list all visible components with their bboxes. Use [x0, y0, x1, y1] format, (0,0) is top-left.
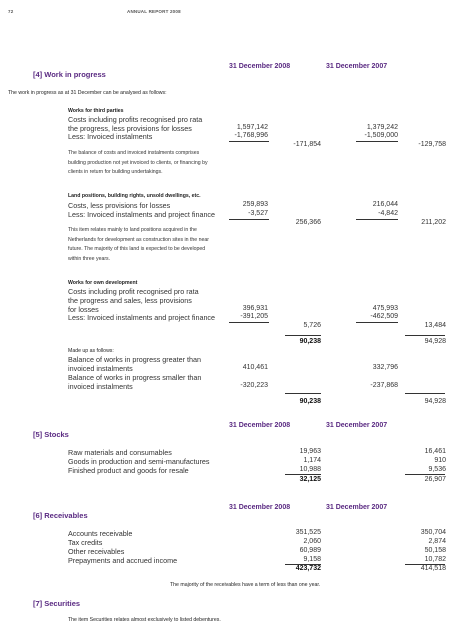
stocks-total-2007: 26,907 — [424, 476, 446, 483]
third-line-2: the progress, less provisions for losses — [68, 124, 192, 133]
land-value-1-2007: 216,044 — [372, 201, 398, 208]
stocks-rule-2007 — [405, 474, 445, 475]
stocks-row-3-2008: 10,988 — [299, 466, 321, 473]
made-up-heading: Made up as follows: — [68, 348, 114, 354]
stocks-total-2008: 32,125 — [299, 476, 321, 483]
receivables-row-2-label: Tax credits — [68, 538, 103, 547]
made-up-line-3: Balance of works in progress smaller than — [68, 373, 202, 382]
own-subtotal-2008: 5,726 — [303, 322, 321, 329]
land-value-1-2008: 259,893 — [242, 201, 268, 208]
receivables-row-3-2008: 60,989 — [299, 547, 321, 554]
own-rule-2007 — [356, 322, 398, 323]
made-up-value-2-2007: -237,868 — [370, 382, 398, 389]
stocks-row-1-2008: 19,963 — [299, 448, 321, 455]
land-subtotal-2007: 211,202 — [421, 219, 446, 226]
third-value-1-2008: 1,597,142 — [236, 124, 268, 131]
wip-intro: The work in progress as at 31 December can be analysed as follows: — [8, 90, 167, 96]
third-value-2-2008: -1,768,996 — [234, 132, 268, 139]
stocks-row-1-2007: 16,461 — [424, 448, 446, 455]
land-note: This item relates mainly to land positions acquired in the Netherlands for development as construction sites in the near future. The majority of this land is expected to be developed within three years. — [68, 227, 210, 262]
own-subtotal-2007: 13,484 — [424, 322, 446, 329]
land-rule-2007 — [356, 219, 398, 220]
receivables-row-1-2008: 351,525 — [295, 529, 321, 536]
column-header-2007: 31 December 2007 — [326, 63, 388, 70]
own-rule-2008 — [229, 322, 269, 323]
section-title-work-in-progress: [4] Work in progress — [33, 70, 106, 79]
own-line-1: Costs including profit recognised pro rata — [68, 287, 199, 296]
receivables-row-4-label: Prepayments and accrued income — [68, 556, 178, 565]
third-parties-heading: Works for third parties — [68, 108, 124, 114]
third-line-3: Less: Invoiced instalments — [68, 132, 153, 141]
made-up-total-2007: 94,928 — [424, 398, 446, 405]
stocks-row-3-2007: 9,536 — [428, 466, 446, 473]
made-up-value-1-2008: 410,461 — [242, 364, 268, 371]
third-rule-2008 — [229, 141, 269, 142]
wip-total-2007: 94,928 — [424, 338, 446, 345]
own-value-1-2007: 475,993 — [372, 305, 398, 312]
made-up-line-4: invoiced instalments — [68, 382, 133, 391]
made-up-value-1-2007: 332,796 — [372, 364, 398, 371]
section-title-receivables: [6] Receivables — [33, 511, 88, 520]
own-development-heading: Works for own development — [68, 280, 138, 286]
receivables-row-4-2008: 9,158 — [303, 556, 321, 563]
receivables-total-2008: 423,732 — [295, 565, 321, 572]
third-value-2-2007: -1,509,000 — [364, 132, 398, 139]
receivables-row-4-2007: 10,782 — [424, 556, 446, 563]
land-value-2-2008: -3,527 — [248, 210, 268, 217]
third-value-1-2007: 1,379,242 — [366, 124, 398, 131]
stocks-row-2-2007: 910 — [434, 457, 446, 464]
third-subtotal-2007: -129,758 — [418, 141, 446, 148]
section-title-stocks: [5] Stocks — [33, 430, 69, 439]
receivables-column-header-2008: 31 December 2008 — [229, 504, 291, 511]
stocks-rule-2008 — [285, 474, 321, 475]
receivables-row-2-2007: 2,874 — [428, 538, 446, 545]
third-rule-2007 — [356, 141, 398, 142]
land-heading: Land positions, building rights, unsold dwellings, etc. — [68, 193, 201, 199]
receivables-row-3-2007: 50,158 — [424, 547, 446, 554]
third-line-1: Costs including profits recognised pro rata — [68, 115, 203, 124]
third-parties-note: The balance of costs and invoiced instalments comprises building production not yet invoiced to clients, or financing by clients in return for building undertakings. — [68, 150, 208, 175]
own-line-3: for losses — [68, 305, 99, 314]
receivables-note: The majority of the receivables have a term of less than one year. — [170, 582, 321, 588]
receivables-row-1-label: Accounts receivable — [68, 529, 133, 538]
own-value-2-2008: -391,205 — [240, 313, 268, 320]
stocks-column-header-2007: 31 December 2007 — [326, 422, 388, 429]
third-subtotal-2008: -171,854 — [293, 141, 321, 148]
section-title-securities: [7] Securities — [33, 599, 81, 608]
total1-rule-2008 — [285, 335, 321, 336]
own-value-1-2008: 396,931 — [242, 305, 268, 312]
made-up-total-2008: 90,238 — [299, 398, 321, 405]
total1-rule-2007 — [405, 335, 445, 336]
own-line-4: Less: Invoiced instalments and project finance — [68, 313, 216, 322]
receivables-row-1-2007: 350,704 — [420, 529, 446, 536]
land-subtotal-2008: 256,366 — [295, 219, 321, 226]
report-title: ANNUAL REPORT 2008 — [127, 9, 181, 14]
own-value-2-2007: -462,509 — [370, 313, 398, 320]
receivables-column-header-2007: 31 December 2007 — [326, 504, 388, 511]
own-line-2: the progress and sales, less provisions — [68, 296, 192, 305]
securities-note: The item Securities relates almost exclusively to listed debentures. — [68, 617, 221, 623]
page-number: 72 — [8, 9, 14, 14]
receivables-row-3-label: Other receivables — [68, 547, 125, 556]
made-up-value-2-2008: -320,223 — [240, 382, 268, 389]
stocks-row-1-label: Raw materials and consumables — [68, 448, 172, 457]
wip-total-2008: 90,238 — [299, 338, 321, 345]
land-line-2: Less: Invoiced instalments and project finance — [68, 210, 216, 219]
stocks-row-2-2008: 1,174 — [303, 457, 321, 464]
total2-rule-2008 — [285, 393, 321, 394]
stocks-row-3-label: Finished product and goods for resale — [68, 466, 189, 475]
land-value-2-2007: -4,842 — [378, 210, 398, 217]
made-up-line-1: Balance of works in progress greater than — [68, 355, 202, 364]
land-rule-2008 — [229, 219, 269, 220]
made-up-line-2: invoiced instalments — [68, 364, 133, 373]
receivables-total-2007: 414,518 — [420, 565, 446, 572]
receivables-row-2-2008: 2,060 — [303, 538, 321, 545]
total2-rule-2007 — [405, 393, 445, 394]
column-header-2008: 31 December 2008 — [229, 63, 291, 70]
stocks-column-header-2008: 31 December 2008 — [229, 422, 291, 429]
land-line-1: Costs, less provisions for losses — [68, 201, 171, 210]
stocks-row-2-label: Goods in production and semi-manufactures — [68, 457, 210, 466]
